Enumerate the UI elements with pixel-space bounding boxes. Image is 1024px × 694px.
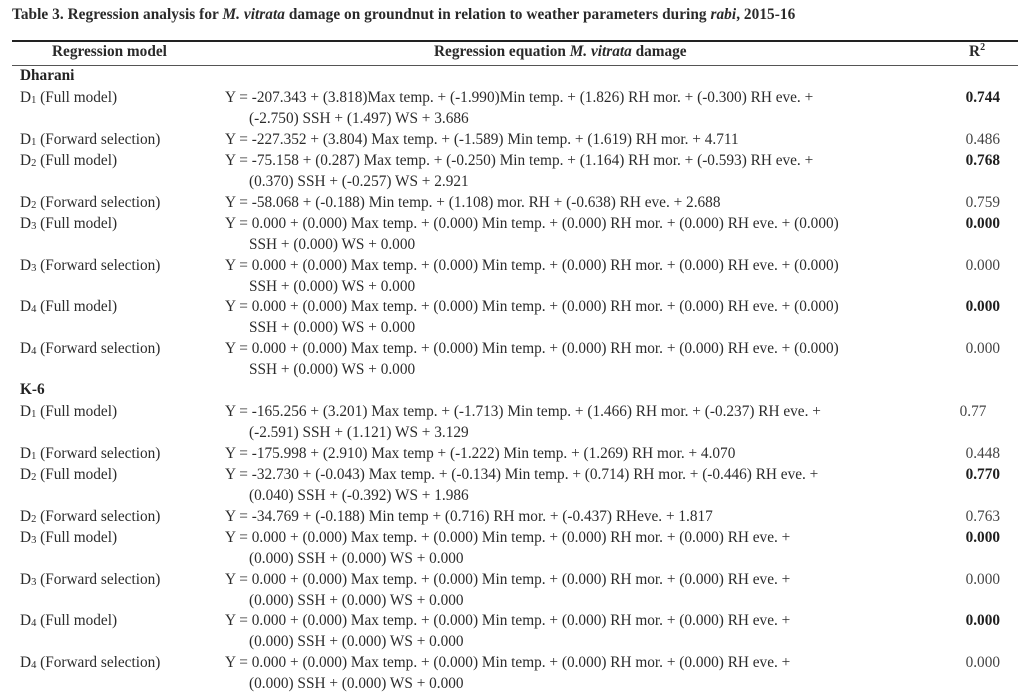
caption-season: rabi [710,6,737,23]
regression-equation-cell [225,214,839,255]
regression-equation-cell [225,130,739,151]
model-letter: D [20,194,32,211]
model-letter: D [20,257,32,274]
model-subscript: 1 [31,95,37,106]
regression-equation-cell [225,256,839,297]
equation-line-1: Y = 0.000 + (0.000) Max temp. + (0.000) Min temp. + (0.000) RH mor. + (0.000) RH eve. + [225,654,791,671]
equation-line-2: SSH + (0.000) WS + 0.000 [249,277,416,295]
equation-line-1: Y = -34.769 + (-0.188) Min temp + (0.716) RH mor. + (-0.437) RHeve. + 1.817 [225,508,713,525]
regression-equation-cell [225,465,818,506]
equation-line-2: (0.000) SSH + (0.000) WS + 0.000 [249,591,464,609]
equation-line-1: Y = 0.000 + (0.000) Max temp. + (0.000) Min temp. + (0.000) RH mor. + (0.000) RH eve. + (0.000) [225,340,839,357]
equation-line-1: Y = -75.158 + (0.287) Max temp. + (-0.250) Min temp. + (1.164) RH mor. + (-0.593) RH eve. + [225,152,814,169]
model-letter: D [20,403,32,420]
regression-model-cell [20,297,117,318]
regression-model-cell [20,653,160,674]
model-type: (Full model) [36,403,118,420]
equation-line-1: Y = -32.730 + (-0.043) Max temp. + (-0.134) Min temp. + (0.714) RH mor. + (-0.446) RH eve. + [225,466,819,483]
model-type: (Forward selection) [36,508,161,525]
model-subscript: 4 [31,618,37,629]
model-subscript: 2 [31,200,37,211]
caption-middle: damage on groundnut in relation to weather parameters during [285,6,711,23]
regression-model-cell [20,611,117,632]
model-letter: D [20,508,32,525]
r-squared-value: 0.486 [965,131,1000,148]
model-subscript: 2 [31,514,37,525]
equation-line-2: (0.000) SSH + (0.000) WS + 0.000 [249,674,464,692]
regression-equation-cell [225,528,790,569]
caption-prefix: Table 3. Regression analysis for [12,6,223,23]
r-squared-value: 0.000 [965,257,1000,274]
model-letter: D [20,445,32,462]
equation-line-1: Y = 0.000 + (0.000) Max temp. + (0.000) Min temp. + (0.000) RH mor. + (0.000) RH eve. + (0.000) [225,298,839,315]
regression-equation-cell [225,297,839,338]
header-equation-species: M. vitrata [569,43,632,60]
header-r2-base: R [969,43,981,60]
group-header: K-6 [20,381,45,398]
model-subscript: 3 [31,263,37,274]
regression-model-cell [20,402,117,423]
regression-model-cell [20,130,160,151]
r-squared-value: 0.77 [959,403,987,420]
equation-line-1: Y = 0.000 + (0.000) Max temp. + (0.000) Min temp. + (0.000) RH mor. + (0.000) RH eve. + (0.000) [225,257,839,274]
model-type: (Full model) [36,466,118,483]
r-squared-value: 0.000 [965,571,1000,588]
header-regression-equation [434,43,687,61]
equation-line-2: (0.000) SSH + (0.000) WS + 0.000 [249,549,464,567]
model-letter: D [20,571,32,588]
model-type: (Forward selection) [36,571,161,588]
regression-model-cell [20,193,160,214]
model-subscript: 2 [31,158,37,169]
model-subscript: 3 [31,535,37,546]
model-type: (Forward selection) [36,445,161,462]
model-subscript: 2 [31,472,37,483]
header-r-squared [969,43,985,61]
model-type: (Full model) [36,152,118,169]
equation-line-2: SSH + (0.000) WS + 0.000 [249,360,416,378]
r-squared-value: 0.000 [965,654,1000,671]
regression-model-cell [20,151,117,172]
regression-equation-cell [225,193,720,214]
r-squared-value: 0.770 [965,466,1000,483]
caption-species: M. vitrata [222,6,285,23]
model-letter: D [20,298,32,315]
equation-line-2: (0.040) SSH + (-0.392) WS + 1.986 [249,486,469,504]
r-squared-value: 0.000 [965,612,1000,629]
r-squared-value: 0.000 [965,340,1000,357]
model-type: (Full model) [36,298,118,315]
model-letter: D [20,466,32,483]
regression-equation-cell [225,507,713,528]
r-squared-value: 0.000 [965,298,1000,315]
regression-equation-cell [225,339,839,380]
regression-equation-cell [225,402,821,443]
equation-line-2: (-2.591) SSH + (1.121) WS + 3.129 [249,423,469,441]
regression-model-cell [20,256,160,277]
regression-model-cell [20,570,160,591]
equation-line-1: Y = 0.000 + (0.000) Max temp. + (0.000) Min temp. + (0.000) RH mor. + (0.000) RH eve. + (0.000) [225,215,839,232]
equation-line-1: Y = 0.000 + (0.000) Max temp. + (0.000) Min temp. + (0.000) RH mor. + (0.000) RH eve. + [225,571,791,588]
model-subscript: 1 [31,409,37,420]
model-letter: D [20,131,32,148]
model-subscript: 3 [31,577,37,588]
equation-line-1: Y = 0.000 + (0.000) Max temp. + (0.000) Min temp. + (0.000) RH mor. + (0.000) RH eve. + [225,529,791,546]
equation-line-1: Y = -165.256 + (3.201) Max temp. + (-1.713) Min temp. + (1.466) RH mor. + (-0.237) RH eve. + [225,403,821,420]
model-type: (Forward selection) [36,340,161,357]
r-squared-value: 0.000 [965,529,1000,546]
r-squared-value: 0.763 [965,508,1000,525]
regression-model-cell [20,465,117,486]
model-letter: D [20,654,32,671]
model-type: (Full model) [36,612,118,629]
model-subscript: 4 [31,660,37,671]
group-header: Dharani [20,67,75,84]
regression-model-cell [20,444,160,465]
model-letter: D [20,529,32,546]
model-type: (Forward selection) [36,131,161,148]
regression-model-cell [20,507,160,528]
header-regression-model: Regression model [52,43,167,60]
model-letter: D [20,340,32,357]
regression-model-cell [20,528,117,549]
equation-line-2: (0.000) SSH + (0.000) WS + 0.000 [249,632,464,650]
r-squared-value: 0.744 [965,89,1000,106]
r-squared-value: 0.759 [965,194,1000,211]
model-letter: D [20,152,32,169]
model-type: (Forward selection) [36,257,161,274]
equation-line-2: (0.370) SSH + (-0.257) WS + 2.921 [249,172,469,190]
equation-line-1: Y = -227.352 + (3.804) Max temp. + (-1.589) Min temp. + (1.619) RH mor. + 4.711 [225,131,739,148]
model-subscript: 3 [31,221,37,232]
regression-equation-cell [225,444,735,465]
equation-line-2: (-2.750) SSH + (1.497) WS + 3.686 [249,109,469,127]
model-letter: D [20,612,32,629]
model-subscript: 4 [31,346,37,357]
equation-line-1: Y = -207.343 + (3.818)Max temp. + (-1.990)Min temp. + (1.826) RH mor. + (-0.300) RH eve. + [225,89,814,106]
model-letter: D [20,215,32,232]
model-type: (Full model) [36,89,118,106]
regression-equation-cell [225,88,813,129]
r-squared-value: 0.448 [965,445,1000,462]
regression-equation-cell [225,611,790,652]
equation-line-1: Y = -175.998 + (2.910) Max temp + (-1.222) Min temp. + (1.269) RH mor. + 4.070 [225,445,736,462]
regression-model-cell [20,339,160,360]
header-equation-suffix: damage [631,43,687,60]
r-squared-value: 0.000 [965,215,1000,232]
regression-equation-cell [225,653,790,694]
equation-line-1: Y = 0.000 + (0.000) Max temp. + (0.000) Min temp. + (0.000) RH mor. + (0.000) RH eve. + [225,612,791,629]
regression-model-cell [20,214,117,235]
header-r2-sup: 2 [980,42,986,53]
model-type: (Forward selection) [36,654,161,671]
model-type: (Full model) [36,215,118,232]
equation-line-2: SSH + (0.000) WS + 0.000 [249,235,416,253]
caption-suffix: , 2015-16 [736,6,796,23]
equation-line-1: Y = -58.068 + (-0.188) Min temp. + (1.108) mor. RH + (-0.638) RH eve. + 2.688 [225,194,721,211]
regression-model-cell [20,88,117,109]
model-letter: D [20,89,32,106]
table-header-rule [12,65,1018,66]
model-subscript: 4 [31,304,37,315]
model-subscript: 1 [31,451,37,462]
model-subscript: 1 [31,137,37,148]
header-equation-prefix: Regression equation [434,43,570,60]
model-type: (Forward selection) [36,194,161,211]
regression-equation-cell [225,570,790,611]
equation-line-2: SSH + (0.000) WS + 0.000 [249,318,416,336]
model-type: (Full model) [36,529,118,546]
table-caption [12,6,795,24]
r-squared-value: 0.768 [965,152,1000,169]
table-top-rule [12,40,1018,42]
regression-equation-cell [225,151,813,192]
